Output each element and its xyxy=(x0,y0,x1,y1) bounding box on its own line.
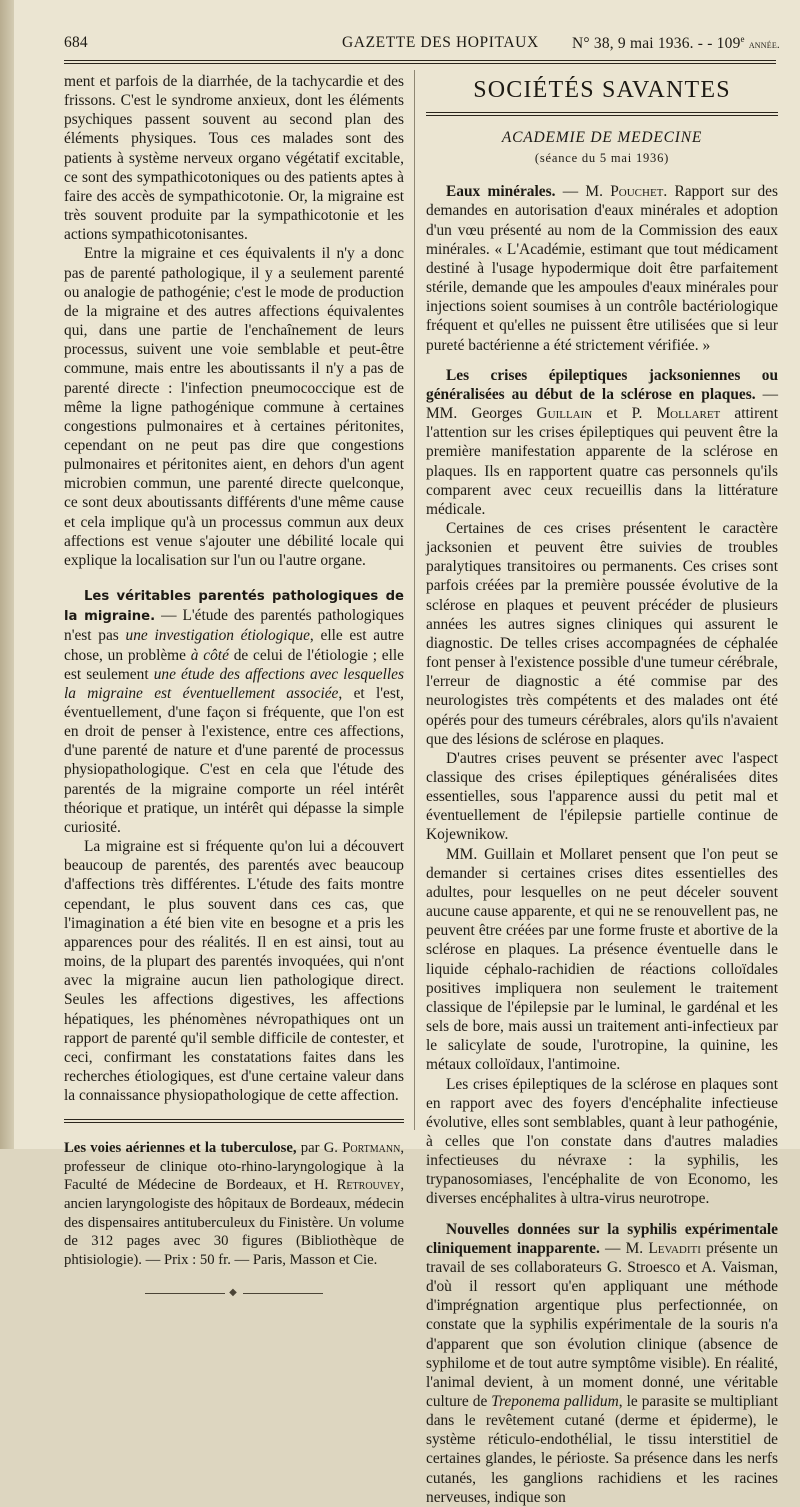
right-column xyxy=(426,72,778,1507)
r2-author-2: Mollaret xyxy=(656,405,721,423)
p3-italic-1: une investigation étiologique xyxy=(125,627,310,645)
entry-eaux-minerales xyxy=(426,182,778,354)
seance-date: (séance du 5 mai 1936) xyxy=(534,151,670,166)
paragraph-r6: Les crises épileptiques de la sclérose en plaques sont en rapport avec des foyers d'encéphalite infectieuse évolutive, elles sont semblables, quant à leur pathogénie, à celles que l'on constate dans d'autres maladies infectieuses du névraxe : la syphilis, les trypanosomiases, l'encéphalite de von Economo, les diverses encéphalites à ultra-virus neurotrope. xyxy=(426,1075,778,1208)
r2-heading: Les crises épileptiques jacksoniennes ou généralisées au début de la sclérose en plaques. xyxy=(426,366,778,403)
academy-heading: ACADEMIE DE MEDECINE xyxy=(501,129,703,146)
book-text-c: , ancien laryngologiste des hôpitaux de Bordeaux, médecin des dispensaires antituberculeux du Finistère. Un volume de 312 pages avec 30 figures (Bibliothèque de phtisiologie). — Prix : 50 fr. — Paris, Masson et Cie. xyxy=(64,1177,404,1268)
r1-text-b: . Rapport sur des demandes en autorisation d'eaux minérales et adoption d'un vœu présenté au nom de la Commission des eaux minérales. « L'Académie, estimant que tout médicament destiné à l'usage hypodermique doit être parfaitement stérile, demande que les ampoules d'eaux minérales pour injections soient soumises à un contrôle bactériologique fréquent et qu'elles ne puissent être utilisées que si leur pureté bactérienne a été strictement vérifiée. » xyxy=(426,183,778,354)
r1-author: Pouchet xyxy=(610,183,664,201)
issue-text: N° 38, 9 mai 1936. - - 109 xyxy=(572,35,741,53)
entry-crises-epileptiques xyxy=(426,366,778,519)
issue-sup: e xyxy=(740,34,745,44)
section-title-rule xyxy=(426,112,778,116)
end-ornament: ◆ xyxy=(64,1283,404,1302)
p3-italic-2: à côté xyxy=(190,646,229,664)
section-title: SOCIÉTÉS SAVANTES xyxy=(473,77,731,103)
issue-end: année. xyxy=(748,39,781,52)
r1-text-a: — M. xyxy=(555,183,611,201)
r7-text-c: , le parasite se multipliant dans le revêtement cutané (derme et épiderme), le système réticulo-endothélial, le tissu interstitiel de certaines glandes, le périoste. Sa présence dans les nerfs cutanés, les ganglions rachidiens et les racines nerveuses, indique son xyxy=(426,1393,778,1506)
page-spine xyxy=(0,0,14,1149)
r7-text-a: — M. xyxy=(599,1239,649,1257)
running-header xyxy=(64,34,780,56)
r2-text-a: — MM. Georges xyxy=(426,385,778,423)
entry-syphilis xyxy=(426,1220,778,1507)
r2-text-c: attirent l'attention sur les crises épileptiques qui peuvent être la première manifestation apparente de la sclérose en plaques. Ils en rapportent quatre cas personnels qu'ils comparent avec ceux recueillis dans la littérature médicale. xyxy=(426,405,778,518)
issue-line xyxy=(572,34,780,53)
paragraph-r5: MM. Guillain et Mollaret pensent que l'on peut se demander si certaines crises dites essentielles des adultes, pour lesquelles on ne peut déceler souvent aucune cause apparente, et qui ne se renouvellent pas, ne peuvent être créées par une forme fruste et abortive de la sclérose en plaques. La présence éventuelle dans le liquide céphalo-rachidien de réactions colloïdales positives impliquera non seulement le traitement classique de l'épilepsie par le luminal, le gardénal et les sels de bore, mais aussi un traitement anti-infectieux par le salicylate de soude, l'urotropine, la quinine, les métaux colloïdaux, l'antimoine. xyxy=(426,845,778,1074)
heading-parentes: Les véritables parentés pathologiques de la migraine. xyxy=(64,589,404,625)
p3-text-d: , et l'est, éventuellement, d'une façon si fréquente, que l'on est en droit de penser à l'existence, entre ces affections, d'une parenté de nature et d'une parenté de processus physiopathologique. C'est en cela que l'étude des parentés de la migraine comporte un réel intérêt théorique et pratique, un intérêt qui dépasse la simple curiosité. xyxy=(64,684,404,836)
book-author-2: Retrouvey xyxy=(336,1177,401,1194)
book-review xyxy=(64,1139,404,1269)
header-rule xyxy=(64,60,776,64)
r2-author-1: Guillain xyxy=(536,405,593,423)
paragraph-4: La migraine est si fréquente qu'on lui a découvert beaucoup de parentés, des parentés avec beaucoup d'affections très différentes. L'étude des faits montre cependant, le plus souvent dans ces cas, que l'imagination a été bien vite en besogne et a pris les apparences pour des réalités. Il en est ainsi, tout au moins, de la plupart des parentés invoquées, qui n'ont avec la migraine aucun lien pathologique direct. Seules les affections digestives, les affections hépatiques, les phénomènes névropathiques ont un rapport de parenté qu'il semble difficile de contester, et ceci, confirmant les constatations faites dans les recherches étiologiques, est d'une certaine valeur dans la connaissance physiopathologique de cette affection. xyxy=(64,838,404,1105)
r7-text-b: présente un travail de ses collaborateurs G. Stroesco et A. Vaisman, d'où il ressort qu'en appliquant une méthode d'imprégnation argentique plus perfectionnée, on constate que la syphilis expérimentale de la souris n'a d'apparent que son évolution clinique (absence de syphilome et de tout autre symptôme visible). En réalité, l'animal devient, à un moment donné, une véritable culture de xyxy=(426,1239,779,1410)
page-number: 684 xyxy=(64,34,88,51)
r2-text-b: et P. xyxy=(592,405,657,423)
section-rule xyxy=(64,1119,404,1123)
book-text-b: , professeur de clinique oto-rhino-laryngologique à la Faculté de Médecine de Bordeaux, et H. xyxy=(64,1140,404,1194)
r1-heading: Eaux minérales. xyxy=(446,183,556,201)
column-separator xyxy=(414,70,415,1130)
book-title: Les voies aériennes et la tuberculose, xyxy=(64,1140,297,1157)
journal-name: GAZETTE DES HOPITAUX xyxy=(342,34,539,51)
r7-italic: Treponema pallidum xyxy=(491,1393,619,1410)
p3-text-a: — L'étude des parentés pathologiques n'est pas xyxy=(64,607,404,645)
paragraph-3 xyxy=(64,586,404,837)
p3-italic-3: une étude des affections avec lesquelles la migraine est éventuellement associée xyxy=(64,665,404,702)
book-text-a: par G. xyxy=(296,1140,343,1157)
book-author-1: Portmann xyxy=(342,1140,401,1157)
p3-text-c: de celui de l'étiologie ; elle est seulement xyxy=(64,646,404,683)
left-column xyxy=(64,72,404,1303)
r7-heading: Nouvelles données sur la syphilis expérimentale cliniquement inapparente. xyxy=(426,1220,778,1257)
paragraph-2: Entre la migraine et ces équivalents il n'y a donc pas de parenté pathologique, il y a seulement parenté ou analogie de pathogénie; c'est le mode de production de la migraine et des autres affections équivalentes qui, dans une partie de l'enchaînement de leurs processus, suivent une voie semblable et peut-être commune, mais entre les aboutissants il n'y a pas de parenté directe : l'infection pneumococcique est de même la ligne pathogénique commune à certaines congestions pulmonaires et à certaines péritonites, cependant on ne peut pas dire que congestions pulmonaires et péritonites aient, en dehors d'un agent microbien commun, une parenté directe quelconque, ce sont deux aboutissants différents d'une même cause et cela implique qu'à un processus commun aux deux affections est venue s'ajouter une débilité locale qui explique la localisation sur l'un ou l'autre organe. xyxy=(64,245,404,569)
paragraph-r3: Certaines de ces crises présentent le caractère jacksonien et peuvent être suivies de troubles paralytiques transitoires ou permanents. Ces crises sont parfois créées par la première poussée évolutive de la sclérose en plaques et peuvent précéder de plusieurs années les autres signes cliniques qui assurent le diagnostic. De telles crises accompagnées de céphalée font penser à l'existence possible d'une tumeur cérébrale, l'erreur de diagnostic a été commise par des neurologistes très compétents et des malades ont été opérés pour des tumeurs cérébrales, alors qu'ils n'avaient que des lésions de sclérose en plaques. xyxy=(426,519,778,748)
r7-author: Levaditi xyxy=(648,1239,701,1257)
p3-text-b: , elle est autre chose, un problème xyxy=(64,627,404,664)
paragraph-r4: D'autres crises peuvent se présenter avec l'aspect classique des crises épileptiques généralisées dites essentielles, sous l'apparence aussi du petit mal et éventuellement de l'épilepsie partielle continue de Kojewnikow. xyxy=(426,749,778,844)
paragraph-1: ment et parfois de la diarrhée, de la tachycardie et des frissons. C'est le syndrome anxieux, dont les éléments psychiques passent souvent au second plan des éléments physiques. Tous ces malades sont des patients à système nerveux organo végétatif excitable, ce sont des sympathicotoniques ou des patients aptes à faire des accès de sympathicotonie. Or, la migraine est très souvent produite par la sympathicotonie et les actions sympathicotonisantes. xyxy=(64,73,404,244)
